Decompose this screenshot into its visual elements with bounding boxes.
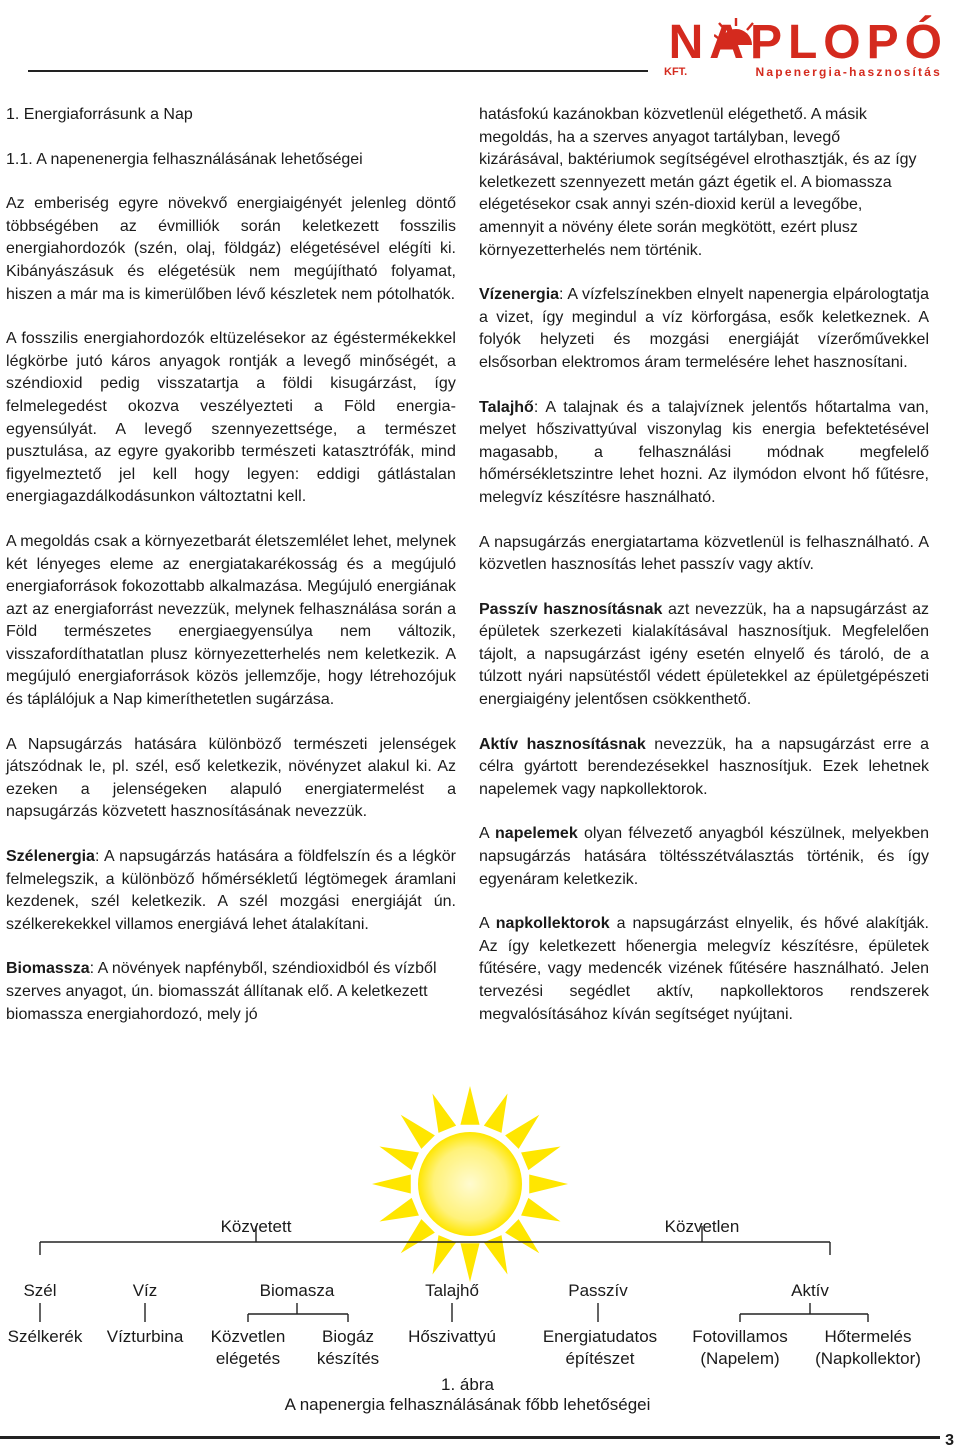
paragraph-wind [6, 846, 456, 936]
logo-wordmark: NAPLOPÓ [668, 16, 948, 69]
diagram-l3-wind-turbine: Szélkerék [7, 1327, 83, 1346]
diagram-l3-water-turbine: Vízturbina [106, 1327, 184, 1346]
chapter-heading: 1. Energiaforrásunk a Nap [6, 106, 193, 123]
paragraph: Az emberiség egyre növekvő energiaigényét jelenleg döntő többségében az évmilliók során keletkezett fosszilis energiahordozók (szén, olaj, földgáz) elégetésével elégíti ki. Kibányászásuk és elégetésük nem megújítható folyamat, hiszen a már ma is kimerülőben lévő készletek nem pótolhatók. [6, 195, 456, 303]
passive-text: azt nevezzük, ha a napsugárzást az épületek szerkezeti kialakításával hasznosítjuk. Megfelelően tájolt, a napsugárzást igény esetén elnyelő és tároló, de a túlzott nyári napsütéstől védett épületekkel az épületgépészeti energiaigény jelentősen csökkenthető. [479, 600, 929, 709]
diagram-l2-biomass: Biomasza [259, 1281, 335, 1300]
active-text: nevezzük, ha a napsugárzást erre a célra gyártott berendezésekkel hasznosítjuk. Ezek lehetnek napelemek vagy napkollektorok. [479, 735, 929, 798]
paragraph-geothermal [479, 397, 929, 510]
sun-ray [401, 1115, 435, 1149]
term-geothermal: Talajhő [479, 398, 534, 416]
term-collectors: napkollektorok [495, 915, 610, 933]
paragraph: A megoldás csak a környezetbarát életszemlélet lehet, melynek két lényeges eleme az energiatakarékosság és a megújuló energiaforrások fokozottabb alkalmazása. Megújuló energiának azt az energiaforrást nevezzük, melynek felhasználása során a Föld természetes energiaegyensúlya nem változik, visszafordíthatatlan plusz környezetterhelés nem keletkezik. A megújuló energiaforrások közös jellemzője, hogy létrehozójuk és táplálójuk a Nap kimeríthetetlen sugárzása. [6, 532, 457, 709]
naplopo-logo [652, 14, 952, 80]
sun-ray [505, 1115, 539, 1149]
sun-ray [379, 1146, 418, 1170]
sun-ray [521, 1146, 560, 1170]
diagram-l2-passive: Passzív [568, 1281, 628, 1300]
term-solar-cells: napelemek [495, 825, 578, 843]
sun-ray [460, 1086, 479, 1125]
footer-divider [0, 1436, 940, 1439]
sun-ray [484, 1093, 508, 1132]
diagram-l3-heat-production: Hőtermelés (Napkollektor) [815, 1327, 921, 1368]
figure-number: 1. ábra [441, 1375, 494, 1394]
term-passive: Passzív hasznosításnak [479, 600, 663, 618]
solar-cells-text: olyan félvezető anyagból készülnek, melyekben napsugárzás hatására töltésszétválasztás történik, és így egyenáram keletkezik. [479, 825, 930, 888]
paragraph-active [479, 734, 929, 802]
term-active: Aktív hasznosításnak [479, 735, 646, 753]
paragraph: A Napsugárzás hatására különböző természeti jelenségek játszódnak le, pl. szél, eső keletkezik, növényzet alakul ki. Az ezeken a jelenségeken alapuló energiatermelést a napsugárzás közvetett hasznosításának nevezzük. [6, 735, 456, 821]
sun-ray [432, 1093, 456, 1132]
sun-ray [372, 1174, 411, 1193]
page-number: 3 [945, 1432, 954, 1449]
paragraph-passive [479, 599, 929, 712]
biomass-text: : A növények napfényből, széndioxidból és vízből szerves anyagot, ún. biomasszát állítanak elő. A keletkezett biomassza energiahordozó, mely jó [6, 960, 437, 1023]
diagram-l2-active: Aktív [791, 1281, 829, 1300]
section-heading: 1.1. A napenenergia felhasználásának lehetőségei [6, 150, 363, 168]
diagram-l2-water: Víz [132, 1281, 158, 1300]
diagram-l3-energy-aware: Energiatudatos építészet [542, 1327, 658, 1368]
logo-tagline: Napenergia-hasznosítás [755, 65, 942, 79]
paragraph: A napsugárzás energiatartama közvetlenül is felhasználható. A közvetlen hasznosítás lehet passzív vagy aktív. [479, 533, 929, 574]
sun-ray [529, 1174, 568, 1193]
paragraph-water [479, 284, 929, 374]
paragraph-solar-cells: A napelemek olyan félvezető anyagból készülnek, melyekben napsugárzás hatására töltésszétválasztás történik, és így egyenáram keletkezik. [479, 825, 930, 888]
water-text: : A vízfelszínekben elnyelt napenergia elpárologtatja a vizet, így megindul a víz körforgása, esők keletkeznek. A folyók helyzeti és mozgási energiáját vízerőművekkel elsősorban elektromos áram termelésére lehet hasznosítani. [479, 286, 929, 371]
paragraph: A fosszilis energiahordozók eltüzelésekor az égéstermékekkel légkörbe jutó káros anyagok rontják a levegő minőségét, a széndioxid pedig visszatartja a földi kisugárzást, így felmelegedést okozva veszélyezteti a Föld energia-egyensúlyát. A levegő szennyezettsége, a természet pusztulása, az egyre gyakoribb természeti katasztrófák, mind figyelmeztető jel kell hogy legyen: eddigi gátlástalan energiagazdálkodásunkon változtatni kell. [6, 330, 456, 506]
diagram-l3-heat-pump: Hőszivattyú [408, 1327, 496, 1346]
left-column [6, 104, 456, 1048]
term-water: Vízenergia [479, 286, 560, 304]
right-column [479, 104, 929, 1048]
wind-text: : A napsugárzás hatására a földfelszín és a légkör felmelegszik, a különböző hőmérsékletű légtömegek áramlani kezdenek, szél keletkezik. A szél mozgási energiáját ún. szélkerekekkel villamos energiává lehet átalakítani. [6, 848, 456, 933]
diagram-l2-wind: Szél [23, 1281, 57, 1300]
diagram-l3-direct-burning: Közvetlen elégetés [210, 1327, 286, 1368]
energy-use-diagram [0, 1210, 960, 1420]
term-wind: Szélenergia [6, 848, 95, 866]
diagram-indirect: Közvetett [220, 1217, 292, 1236]
paragraph: hatásfokú kazánokban közvetlenül elégethető. A másik megoldás, ha a szerves anyagot tartályban, levegő kizárásával, baktériumok segítségével elrothasztják, és az így keletkezett szennyezett metán gázt égetik el. A biomassza elégetésekor csak annyi szén-dioxid kerül a levegőbe, amennyit a növény élete során megkötött, ezért plusz környezetterhelés nem történik. [479, 106, 917, 259]
diagram-direct: Közvetlen [664, 1217, 740, 1236]
logo-kft: KFT. [664, 66, 688, 78]
term-biomass: Biomassza [6, 960, 90, 978]
geothermal-text: : A talajnak és a talajvíznek jelentős hőtartalma van, melyet hőszivattyúval viszonylag kis energia befektetésével magasabb, a felhasználási módnak megfelelő hőmérsékletszintre lehet hozni. Az ilymódon elvont hő fűtésre, melegvíz készítésre használható. [479, 398, 929, 506]
paragraph-biomass [6, 958, 456, 1026]
diagram-l3-photovoltaic: Fotovillamos (Napelem) [692, 1327, 788, 1368]
header-divider [28, 70, 648, 72]
diagram-l2-geothermal: Talajhő [425, 1281, 479, 1300]
diagram-l3-biogas: Biogáz készítés [316, 1327, 380, 1368]
collectors-text: a napsugárzást elnyelik, és hővé alakítják. Az így keletkezett hőenergia melegvíz készítésre, épületek fűtésére, vagy medencék vizének fűtésére használható. Jelen tervezési segédlet aktív, napkollektoros rendszerek megvalósításához kíván segítséget nyújtani. [479, 915, 930, 1023]
figure-caption: A napenergia felhasználásának főbb lehetőségei [284, 1395, 651, 1414]
paragraph-collectors: A napkollektorok a napsugárzást elnyelik, és hővé alakítják. Az így keletkezett hőenergia melegvíz készítésre, épületek fűtésére, vagy medencék vizének fűtésére használható. Jelen tervezési segédlet aktív, napkollektoros rendszerek megvalósításához kíván segítséget nyújtani. [479, 915, 930, 1023]
